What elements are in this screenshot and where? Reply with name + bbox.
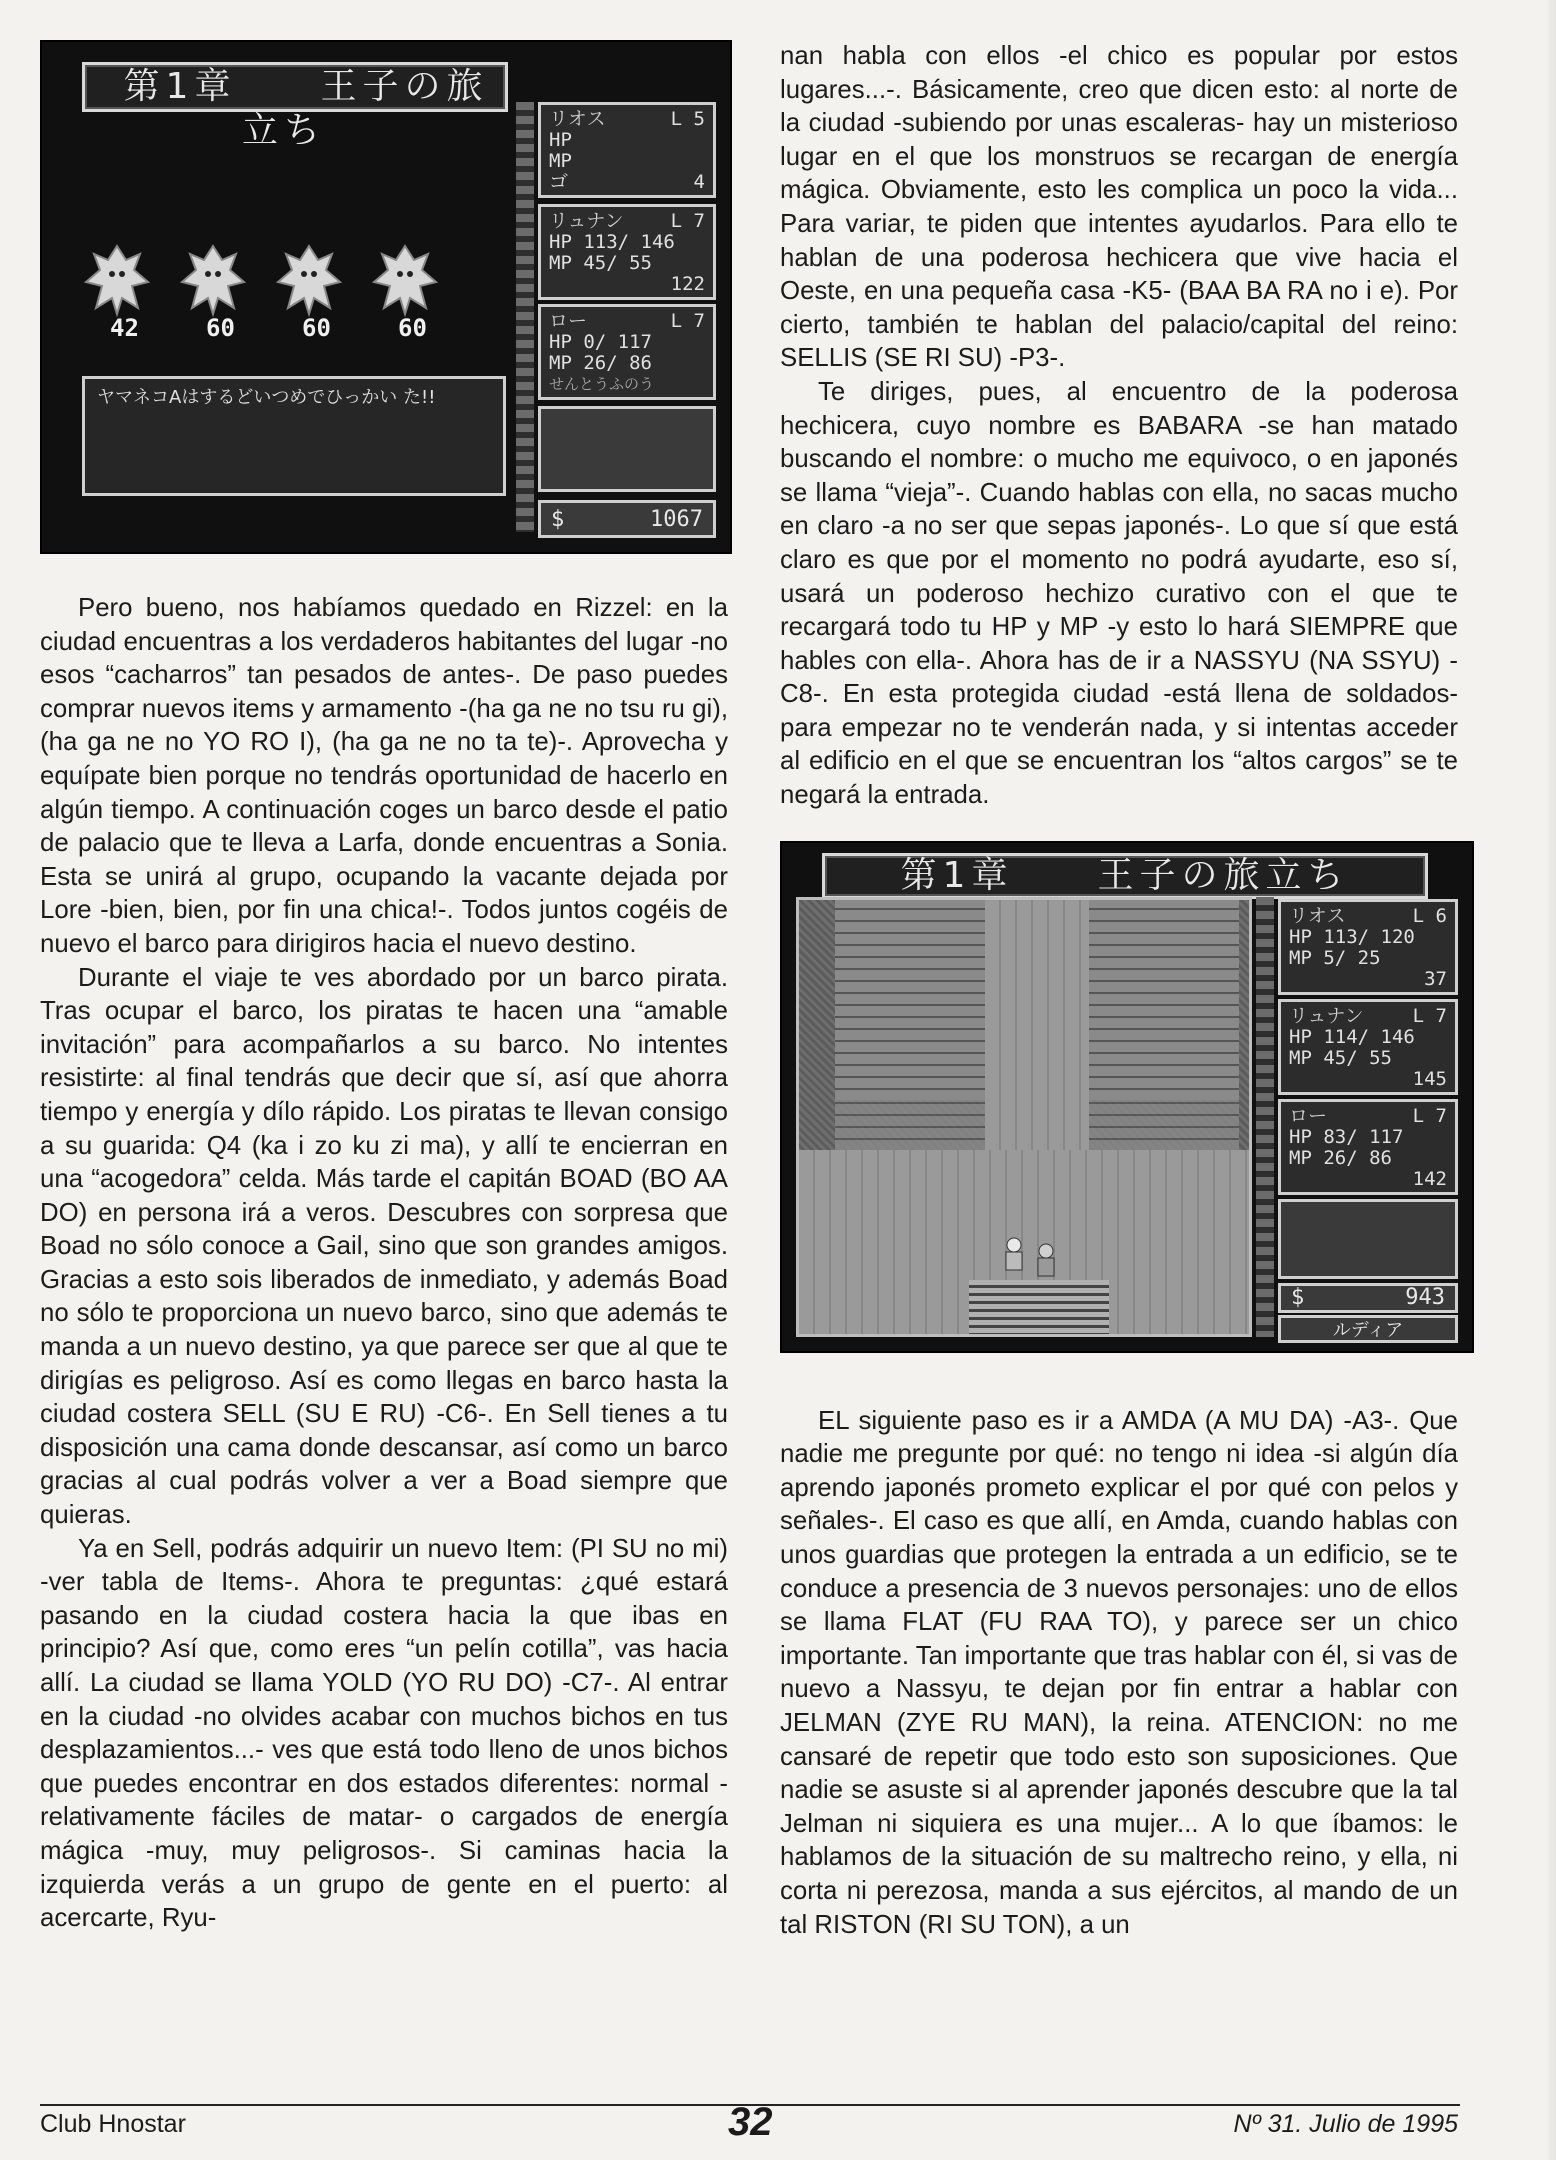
party-level: L 7	[670, 210, 705, 232]
battle-message: ヤマネコAはするどいつめでひっかい た!!	[97, 387, 436, 408]
right-building	[1089, 900, 1239, 1100]
chapter-title-banner	[822, 853, 1428, 899]
battle-message-box	[82, 376, 506, 496]
empty-panel	[538, 406, 716, 492]
location-name: ルディア	[1332, 1319, 1404, 1341]
left-building	[835, 900, 985, 1100]
monster-hp: 60	[206, 314, 235, 342]
right-column	[780, 40, 1458, 1942]
party-name: ロー	[1289, 1104, 1328, 1127]
gold-total: 943	[1405, 1285, 1445, 1311]
party-level: L 7	[1412, 1004, 1447, 1027]
party-panel-2	[538, 204, 716, 300]
party-exp: 37	[1424, 967, 1447, 990]
city-screenshot	[780, 841, 1474, 1353]
party-panel-1	[538, 102, 716, 198]
chapter-title: 第1章 王子の旅立ち	[900, 854, 1350, 896]
party-panel-3	[538, 304, 716, 400]
party-gold-label: ゴ	[549, 171, 569, 193]
party-status: せんとうふのう	[549, 375, 655, 393]
page-number: 32	[728, 2100, 773, 2144]
party-mp: MP 45/ 55	[1289, 1046, 1392, 1069]
party-hp: HP 113/ 120	[1289, 925, 1415, 948]
party-level: L 7	[670, 310, 705, 332]
paragraph: Te diriges, pues, al encuentro de la poderosa hechicera, cuyo nombre es BABARA -se han matado buscando el nombre: o mucho me equivoco, o en japonés se llama “vieja”-. Cuando hablas con ella, no sacas mucho en claro -a no ser que sepas japonés-. Lo que sí que está claro es que por el momento no podrá ayudarte, eso sí, usará un poderoso hechizo curativo con el que te recargará todo tu HP y MP -y esto lo hará SIEMPRE que hables con ella-. Ahora has de ir a NASSYU (NA SSYU) -C8-. En esta protegida ciudad -está llena de soldados- para empezar no te venderán nada, y si intentas acceder al edificio en el que se encuentran los “altos cargos” se te negará la entrada.	[780, 377, 1458, 810]
party-level: L 6	[1412, 904, 1447, 927]
right-article-bottom	[780, 1405, 1458, 1943]
paragraph: Pero bueno, nos habíamos quedado en Rizzel: en la ciudad encuentras a los verdaderos habitantes del lugar -no esos “cacharros” tan pesados de antes-. De paso puedes comprar nuevos items y armamento -(ha ga ne no tsu ru gi), (ha ga ne no YO RO I), (ha ga ne no ta te)-. Aprovecha y equípate bien porque no tendrás oportunidad de hacerlo en algún tiempo. A continuación coges un barco desde el patio de palacio que te lleva a Larfa, donde encuentras a Sonia. Esta se unirá al grupo, ocupando la vacante dejada por Lore -bien, bien, por fin una chica!-. Todos juntos cogéis de nuevo el barco para dirigiros hacia el nuevo destino.	[40, 594, 728, 958]
town-map	[796, 897, 1252, 1337]
gold-box	[538, 500, 716, 538]
left-wall-low	[835, 1100, 985, 1150]
party-name: リュナン	[1289, 1004, 1364, 1027]
paragraph: EL siguiente paso es ir a AMDA (A MU DA) -A3-. Que nadie me pregunte por qué: no tengo ni idea -si algún día aprendo japonés prometo explicar el por qué con pelos y señales-. El caso es que allí, en Amda, cuando hablas con unos guardias que protegen la entrada a un edificio, se te conduce a presencia de 3 nuevos personajes: uno de ellos se llama FLAT (FU RAA TO), y parece ser un chico importante. Tan importante que tras hablar con él, si vas de nuevo a Nassyu, te dejan por fin entrar a hablar con JELMAN (ZYE RU MAN), la reina. ATENCION: no me cansaré de repetir que todo esto son suposiciones. Que nadie se asuste si al aprender japonés descubre que la tal Jelman ni siquiera es una mujer... A lo que íbamos: le hablamos de la situación de su maltrecho reino, y ella, ni corta ni perezosa, manda a sus ejércitos, al mando de un tal RISTON (RI SU TON), a un	[780, 1406, 1458, 1939]
left-article	[40, 592, 728, 1936]
page-edge-shadow	[1546, 0, 1556, 2160]
monster-sprite	[370, 242, 440, 318]
location-box	[1278, 1315, 1458, 1343]
party-hp: HP 113/ 146	[549, 231, 675, 253]
issue-info: Nº 31. Julio de 1995	[1233, 2110, 1458, 2138]
party-name: リュナン	[549, 210, 624, 232]
monster-sprite	[82, 242, 152, 318]
party-exp: 142	[1412, 1167, 1447, 1190]
party-panel-3	[1278, 1099, 1458, 1195]
party-mp: MP 5/ 25	[1289, 946, 1381, 969]
magazine-name: Club Hnostar	[40, 2110, 186, 2138]
party-name: リオス	[549, 108, 606, 130]
pillar-rail	[1256, 897, 1274, 1337]
party-panel-1	[1278, 899, 1458, 995]
monster-hp: 60	[302, 314, 331, 342]
party-level: L 5	[670, 108, 705, 130]
right-wall-low	[1089, 1100, 1239, 1150]
chapter-title: 第1章 王子の旅立ち	[123, 66, 489, 151]
gold-symbol: $	[551, 506, 565, 532]
party-exp: 122	[670, 273, 705, 295]
monster-sprite	[178, 242, 248, 318]
left-column	[40, 40, 728, 1936]
battle-screenshot	[40, 40, 732, 554]
party-name: リオス	[1289, 904, 1346, 927]
party-mp: MP 26/ 86	[549, 352, 652, 374]
party-mp: MP 45/ 55	[549, 252, 652, 274]
party-exp: 145	[1412, 1067, 1447, 1090]
party-gold: 4	[693, 171, 705, 193]
party-hp: HP 0/ 117	[549, 331, 652, 353]
party-mp: MP	[549, 150, 572, 172]
paragraph: Durante el viaje te ves abordado por un barco pirata. Tras ocupar el barco, los piratas te hacen una “amable invitación” para acompañarlos a su barco. No intentes resistirte: al final tendrás que decir que sí, así que ahorra tiempo y energía y dílo rápido. Los piratas te llevan consigo a su guarida: Q4 (ka i zo ku zi ma), y allí te encierran en una “acogedora” celda. Más tarde el capitán BOAD (BO AA DO) en persona irá a veros. Descubres con sorpresa que Boad no sólo conoce a Gail, sino que son grandes amigos. Gracias a esto sois liberados de inmediato, y además Boad no sólo te proporciona un nuevo barco, sino que además te manda a un nuevo destino, ya que parece ser que al que te dirigías es peligroso. Así es como llegas en barco hasta la ciudad costera SELL (SU E RU) -C6-. En Sell tienes a tu disposición una cama donde descansar, así como un barco gracias al cual podrás volver a ver a Boad siempre que quieras.	[40, 963, 728, 1530]
party-mp: MP 26/ 86	[1289, 1146, 1392, 1169]
paragraph: Ya en Sell, podrás adquirir un nuevo Item: (PI SU no mi) -ver tabla de Items-. Ahora te preguntas: ¿qué estará pasando en la ciudad costera hacia la que ibas en principio? Así que, como eres “un pelín cotilla”, vas hacia allí. La ciudad se llama YOLD (YO RU DO) -C7-. Al entrar en la ciudad -no olvides acabar con muchos bichos en tus desplazamientos...- ves que está todo lleno de unos bichos que puedes encontrar en dos estados diferentes: normal -relativamente fáciles de matar- o cargados de energía mágica -muy, muy peligrosos-. Si caminas hacia la izquierda verás a un grupo de gente en el puerto: al acercarte, Ryu-	[40, 1534, 728, 1933]
party-hp: HP	[549, 129, 572, 151]
chapter-title-banner	[82, 62, 508, 151]
monster-sprite	[274, 242, 344, 318]
monster-hp: 42	[110, 314, 139, 342]
stairs	[969, 1280, 1109, 1337]
right-article-top	[780, 40, 1458, 813]
party-panel-2	[1278, 999, 1458, 1095]
party-level: L 7	[1412, 1104, 1447, 1127]
party-hp: HP 83/ 117	[1289, 1125, 1404, 1148]
gold-box	[1278, 1283, 1458, 1313]
gold-symbol: $	[1291, 1285, 1305, 1311]
hero-sprite	[999, 1236, 1029, 1276]
paragraph: nan habla con ellos -el chico es popular por estos lugares...-. Básicamente, creo que dicen esto: al norte de la ciudad -subiendo por unas escaleras- hay un misterioso lugar en el que los monstruos se recargan de energía mágica. Obviamente, esto les complica un poco la vida... Para variar, te piden que intentes ayudarlos. Para ello te hablan de una poderosa hechicera que vive hacia el Oeste, en una pequeña casa -K5- (BAA BA RA no i e). Por cierto, también te hablan del palacio/capital del reino: SELLIS (SE RI SU) -P3-.	[780, 42, 1458, 373]
companion-sprite	[1031, 1242, 1061, 1282]
empty-panel	[1278, 1199, 1458, 1279]
party-hp: HP 114/ 146	[1289, 1025, 1415, 1048]
gold-total: 1067	[650, 506, 703, 532]
pillar-rail	[516, 102, 534, 532]
monster-hp: 60	[398, 314, 427, 342]
party-name: ロー	[549, 310, 588, 332]
